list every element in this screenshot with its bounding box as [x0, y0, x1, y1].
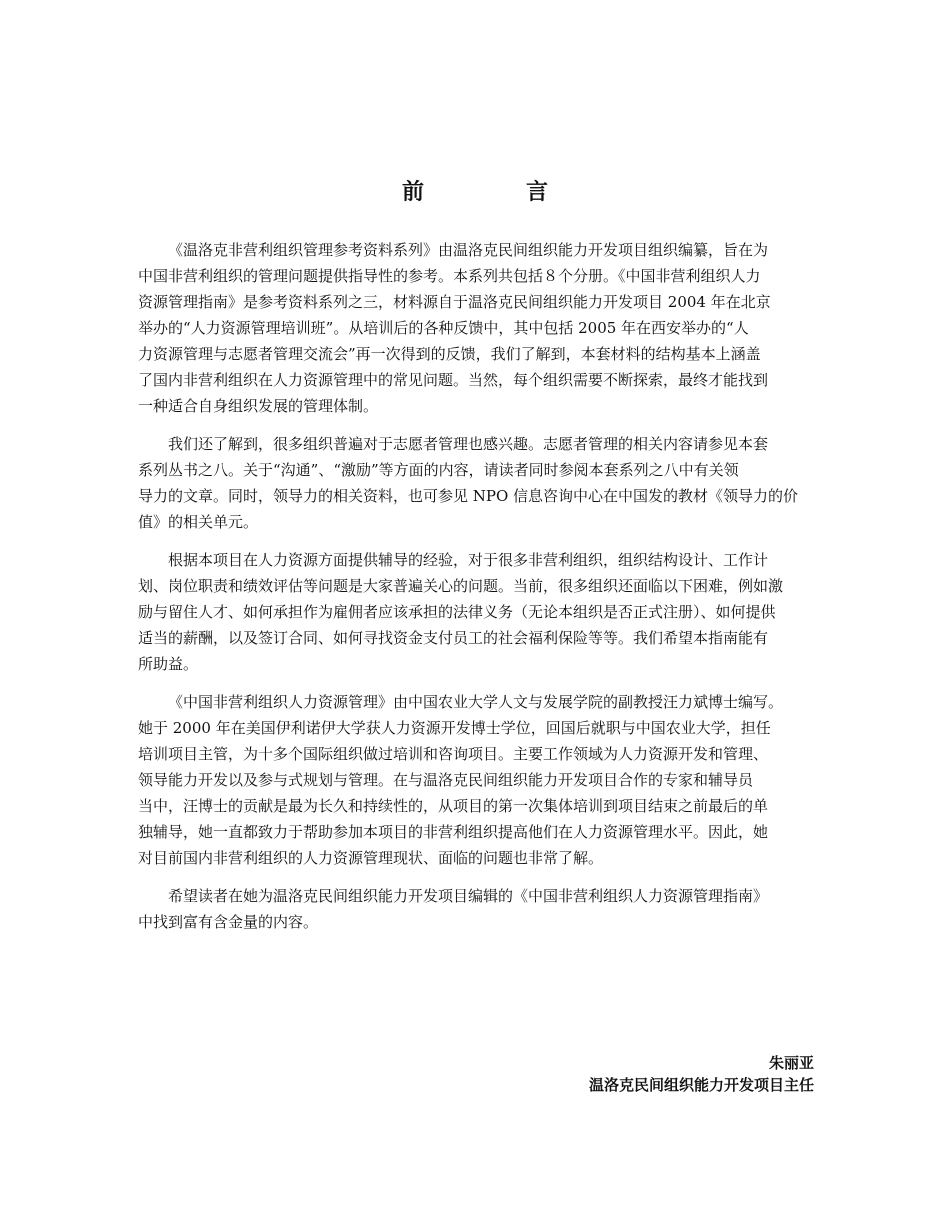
paragraph-line: 当中，汪博士的贡献是最为长久和持续性的，从项目的第一次集体培训到项目结束之前最后的单	[138, 797, 769, 815]
paragraph-5	[138, 883, 818, 935]
paragraph-line: 值》的相关单元。	[138, 513, 259, 531]
paragraph-4	[138, 689, 818, 871]
paragraph-3	[138, 547, 818, 677]
paragraph-line: 希望读者在她为温洛克民间组织能力开发项目编辑的《中国非营利组织人力资源管理指南》	[168, 887, 769, 905]
paragraph-line: 资源管理指南》是参考资料系列之三，材料源自于温洛克民间组织能力开发项目 2004 年在北京	[138, 293, 771, 311]
paragraph-line: 领导能力开发以及参与式规划与管理。在与温洛克民间组织能力开发项目合作的专家和辅导员	[138, 771, 754, 789]
paragraph-line: 《中国非营利组织人力资源管理》由中国农业大学人文与发展学院的副教授汪力斌博士编写。	[168, 693, 784, 711]
paragraph-line: 一种适合自身组织发展的管理体制。	[138, 397, 379, 415]
signature-position: 温洛克民间组织能力开发项目主任	[588, 1076, 814, 1094]
paragraph-line: 励与留住人才、如何承担作为雇佣者应该承担的法律义务（无论本组织是否正式注册）、如何提供	[138, 603, 776, 621]
paragraph-line: 系列丛书之八。关于“沟通”、“激励”等方面的内容，请读者同时参阅本套系列之八中有关领	[138, 461, 739, 479]
page-title: 前 言	[401, 179, 588, 205]
paragraph-line: 独辅导，她一直都致力于帮助参加本项目的非营利组织提高他们在人力资源管理水平。因此，她	[138, 823, 769, 841]
paragraph-line: 适当的薪酬，以及签订合同、如何寻找资金支付员工的社会福利保险等等。我们希望本指南能有	[138, 629, 769, 647]
paragraph-line: 划、岗位职责和绩效评估等问题是大家普遍关心的问题。当前，很多组织还面临以下困难，例如激	[138, 577, 784, 595]
paragraph-line: 导力的文章。同时，领导力的相关资料，也可参见 NPO 信息咨询中心在中国发的教材《领导力的价	[138, 487, 799, 505]
signature-block	[589, 1052, 814, 1096]
paragraph-line: 我们还了解到，很多组织普遍对于志愿者管理也感兴趣。志愿者管理的相关内容请参见本套	[168, 435, 769, 453]
signature-name: 朱丽亚	[768, 1054, 814, 1072]
paragraph-line: 了国内非营利组织在人力资源管理中的常见问题。当然，每个组织需要不断探索，最终才能找到	[138, 371, 769, 389]
paragraph-line: 她于 2000 年在美国伊利诺伊大学获人力资源开发博士学位，回国后就职与中国农业大学，担任	[138, 719, 771, 737]
paragraph-line: 力资源管理与志愿者管理交流会”再一次得到的反馈，我们了解到，本套材料的结构基本上涵盖	[138, 345, 761, 363]
preface-body	[138, 237, 818, 947]
paragraph-1	[138, 237, 818, 419]
paragraph-line: 根据本项目在人力资源方面提供辅导的经验，对于很多非营利组织，组织结构设计、工作计	[168, 551, 769, 569]
paragraph-line: 中找到富有含金量的内容。	[138, 913, 319, 931]
paragraph-line: 《温洛克非营利组织管理参考资料系列》由温洛克民间组织能力开发项目组织编纂，旨在为	[168, 241, 769, 259]
paragraph-2	[138, 431, 818, 535]
paragraph-line: 所助益。	[138, 655, 199, 673]
paragraph-line: 培训项目主管，为十多个国际组织做过培训和咨询项目。主要工作领域为人力资源开发和管理、	[138, 745, 769, 763]
paragraph-line: 中国非营利组织的管理问题提供指导性的参考。本系列共包括８个分册。《中国非营利组织人力	[138, 267, 761, 285]
paragraph-line: 举办的“人力资源管理培训班”。从培训后的各种反馈中，其中包括 2005 年在西安举办的“人	[138, 319, 749, 337]
paragraph-line: 对目前国内非营利组织的人力资源管理现状、面临的问题也非常了解。	[138, 849, 604, 867]
